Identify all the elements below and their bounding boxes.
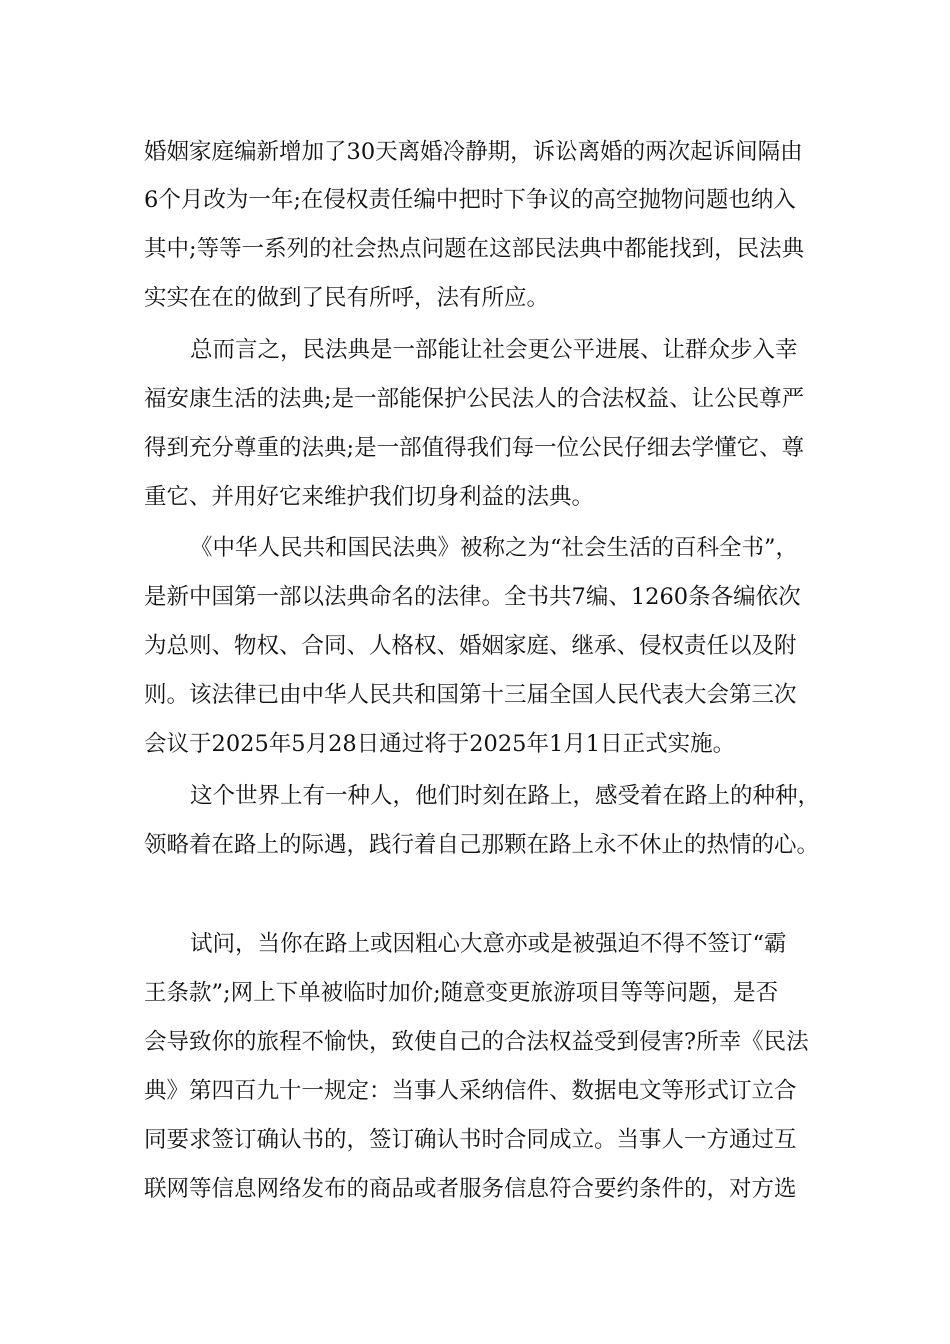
paragraph-2-line-3: 得到充分尊重的法典;是一部值得我们每一位公民仔细去学懂它、尊 (144, 435, 805, 461)
paragraph-5-line-5: 同要求签订确认书的，签订确认书时合同成立。当事人一方通过互 (144, 1127, 797, 1153)
paragraph-3-line-2: 是新中国第一部以法典命名的法律。全书共7编、1260条各编依次 (144, 584, 801, 610)
paragraph-5-line-6: 联网等信息网络发布的商品或者服务信息符合要约条件的，对方选 (144, 1176, 797, 1202)
paragraph-3-line-1: 《中华人民共和国民法典》被称之为“社会生活的百科全书”， (190, 535, 799, 561)
paragraph-4-line-2: 领略着在路上的际遇，践行着自己那颗在路上永不休止的热情的心。 (144, 832, 820, 858)
paragraph-5-line-2: 王条款”;网上下单被临时加价;随意变更旅游项目等等问题，是否 (144, 980, 779, 1006)
paragraph-3-line-4: 则。该法律已由中华人民共和国第十三届全国人民代表大会第三次 (144, 682, 797, 708)
paragraph-1-line-3: 其中;等等一系列的社会热点问题在这部民法典中都能找到，民法典 (144, 236, 805, 262)
paragraph-2-line-4: 重它、并用好它来维护我们切身利益的法典。 (144, 484, 595, 510)
paragraph-5-line-4: 典》第四百九十一规定：当事人采纳信件、数据电文等形式订立合 (144, 1078, 797, 1104)
paragraph-1-line-4: 实实在在的做到了民有所呼，法有所应。 (144, 285, 550, 311)
paragraph-3-line-5: 会议于2025年5月28日通过将于2025年1月1日正式实施。 (144, 731, 736, 757)
paragraph-2-line-1: 总而言之，民法典是一部能让社会更公平进展、让群众步入幸 (190, 337, 798, 363)
paragraph-5-line-3: 会导致你的旅程不愉快，致使自己的合法权益受到侵害?所幸《民法 (144, 1029, 809, 1055)
paragraph-3-line-3: 为总则、物权、合同、人格权、婚姻家庭、继承、侵权责任以及附 (144, 633, 797, 659)
paragraph-1-line-2: 6个月改为一年;在侵权责任编中把时下争议的高空抛物问题也纳入 (144, 187, 796, 213)
paragraph-5-line-1: 试问，当你在路上或因粗心大意亦或是被强迫不得不签订“霸 (190, 931, 787, 957)
paragraph-2-line-2: 福安康生活的法典;是一部能保护公民法人的合法权益、让公民尊严 (144, 386, 805, 412)
paragraph-4-line-1: 这个世界上有一种人，他们时刻在路上，感受着在路上的种种， (190, 783, 821, 809)
paragraph-1-line-1: 婚姻家庭编新增加了30天离婚冷静期，诉讼离婚的两次起诉间隔由 (144, 139, 803, 165)
